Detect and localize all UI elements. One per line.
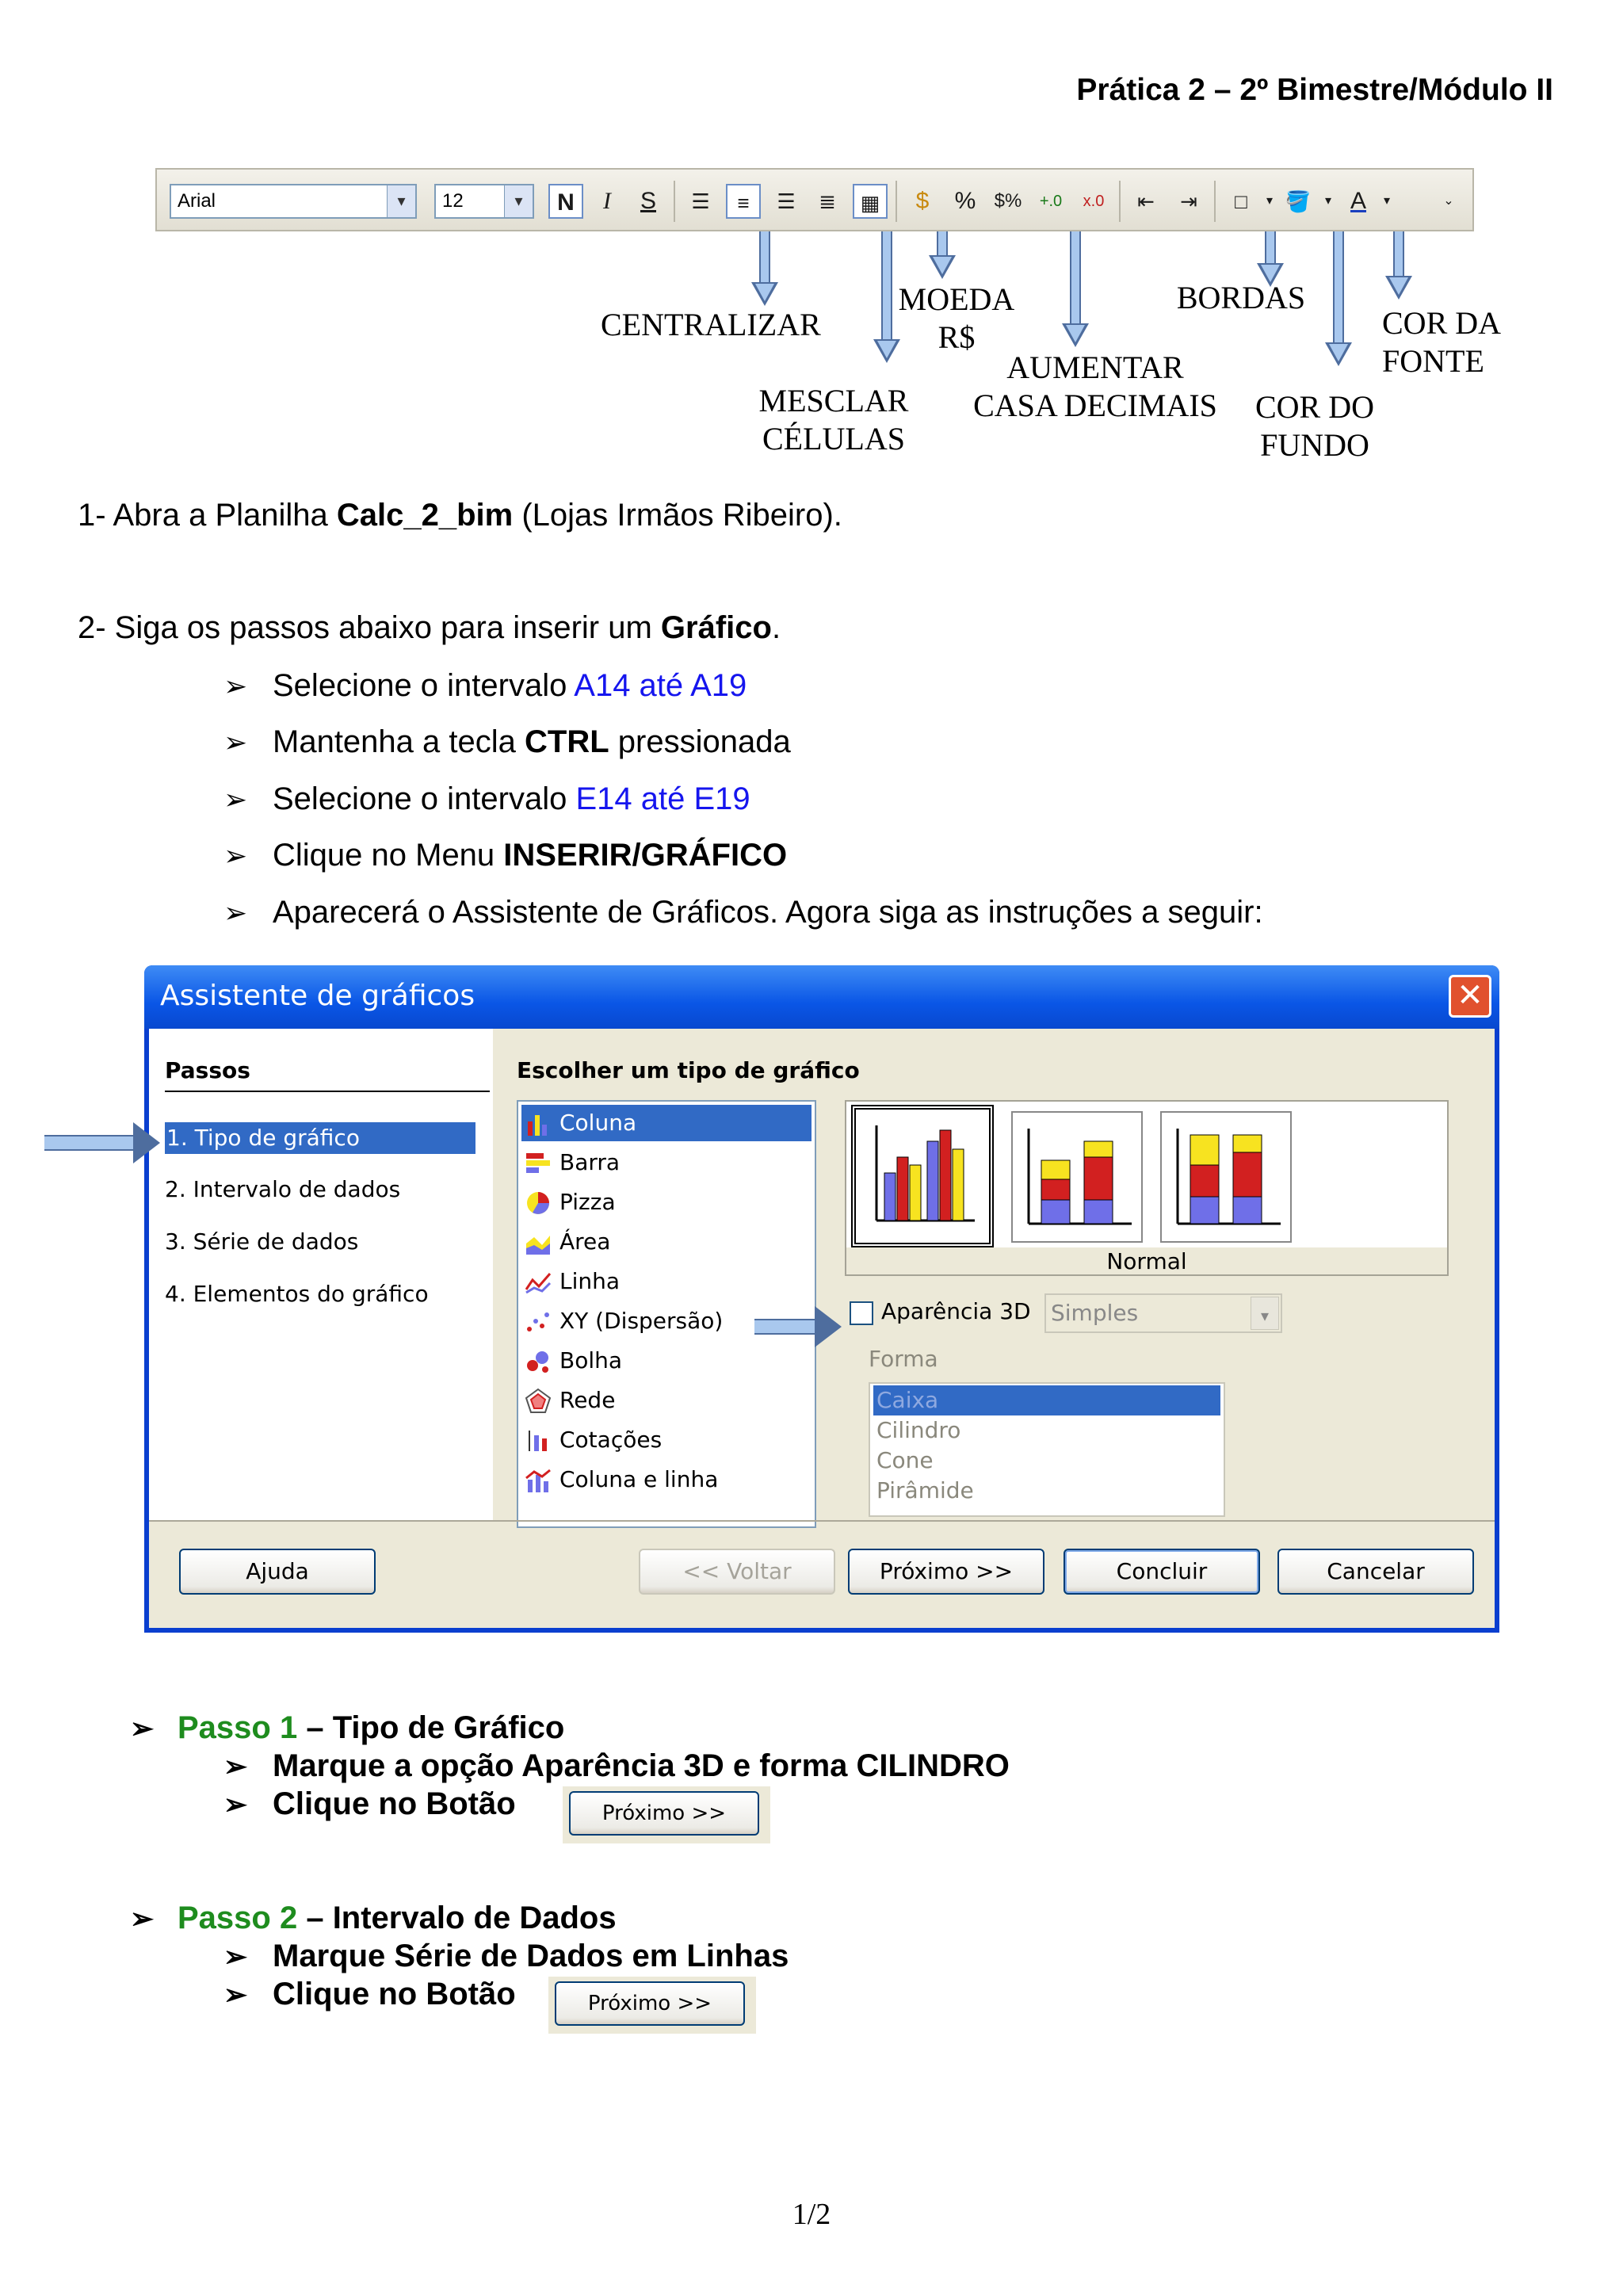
chevron-down-icon: ▾: [387, 185, 415, 217]
bullet-arrow-icon: ➢: [223, 896, 248, 929]
step2-bold: Gráfico: [660, 610, 772, 645]
passo2-heading: [130, 1901, 617, 1936]
remove-decimal-icon[interactable]: x.0: [1083, 193, 1105, 210]
bullet-item: [223, 668, 747, 704]
label-aumentar-1: AUMENTAR: [1006, 350, 1184, 385]
scatter-chart-icon: [525, 1308, 552, 1335]
chart-type-area[interactable]: [521, 1224, 812, 1260]
column-chart-icon: [525, 1110, 552, 1137]
bold-icon[interactable]: N: [548, 184, 583, 219]
variant-percent-stacked[interactable]: [1160, 1111, 1292, 1243]
chart-type-stock[interactable]: [521, 1422, 812, 1458]
bullet-arrow-icon: ➢: [130, 1902, 155, 1935]
line-chart-icon: [525, 1269, 552, 1296]
cancel-button[interactable]: Cancelar: [1277, 1549, 1474, 1595]
step-data-series[interactable]: 3. Série de dados: [165, 1228, 359, 1255]
align-left-icon[interactable]: ☰: [691, 189, 710, 213]
font-size-value: 12: [442, 190, 464, 212]
shape-option-pyramid[interactable]: Pirâmide: [876, 1477, 974, 1503]
passo2-line2-text: Clique no Botão: [273, 1977, 516, 2011]
shape-label: Forma: [869, 1346, 938, 1372]
chart-type-bubble[interactable]: [521, 1343, 812, 1379]
next-button[interactable]: Próximo >>: [569, 1791, 759, 1836]
chevron-down-icon: ▾: [1251, 1297, 1279, 1330]
pie-chart-icon: [525, 1190, 552, 1217]
passo2-button-image: [548, 1977, 756, 2034]
variant-normal[interactable]: [851, 1105, 994, 1247]
passo2-label: Passo 2: [178, 1901, 298, 1935]
passo1-line1: [223, 1748, 1010, 1784]
passo1-line1-text: Marque a opção Aparência 3D e forma CILINDRO: [273, 1748, 1010, 1783]
chart-wizard-dialog: [144, 965, 1499, 1633]
instruction-step-1: [78, 498, 842, 533]
chart-type-label: Linha: [559, 1268, 621, 1294]
bubble-chart-icon: [525, 1348, 552, 1375]
bullet-range: E14 até E19: [575, 781, 750, 816]
underline-icon[interactable]: S: [640, 188, 656, 214]
appearance-3d-label: Aparência 3D: [881, 1298, 1031, 1324]
label-mesclar-1: MESCLAR: [758, 383, 909, 418]
background-color-icon[interactable]: 🪣: [1285, 189, 1312, 213]
bullet-bold: INSERIR/GRÁFICO: [503, 838, 788, 873]
label-aumentar-2: CASA DECIMAIS: [973, 388, 1217, 423]
bullet-range: A14 até A19: [574, 668, 747, 703]
passo2-title: – Intervalo de Dados: [297, 1901, 617, 1935]
font-size-combo[interactable]: [434, 184, 534, 219]
shape-option-box[interactable]: Caixa: [873, 1385, 1220, 1415]
chart-type-label: Rede: [559, 1387, 616, 1413]
bullet-item: [223, 838, 787, 873]
bullet-arrow-icon: ➢: [223, 670, 248, 702]
chart-type-label: Barra: [559, 1149, 621, 1175]
column-line-chart-icon: [525, 1467, 552, 1494]
label-cor-fundo-1: COR DO: [1254, 389, 1375, 425]
bullet-arrow-icon: ➢: [223, 1750, 248, 1782]
passo2-line2: [223, 1977, 516, 2012]
shape-list[interactable]: [869, 1382, 1225, 1517]
bullet-arrow-icon: ➢: [223, 1788, 248, 1820]
label-centralizar: CENTRALIZAR: [601, 307, 821, 342]
passo1-heading: [130, 1710, 564, 1746]
bullet-text: Clique no Menu: [273, 838, 504, 873]
step2-suffix: .: [771, 610, 781, 645]
percent-stacked-column-thumbnail: [1162, 1113, 1290, 1241]
label-cor-fonte-1: COR DA: [1382, 305, 1502, 341]
bullet-text: Selecione o intervalo: [273, 668, 575, 703]
dialog-title-bar[interactable]: [144, 965, 1499, 1029]
step1-filename: Calc_2_bim: [336, 498, 514, 533]
chart-type-column-line[interactable]: [521, 1461, 812, 1498]
bullet-text: pressionada: [609, 724, 791, 759]
chart-type-label: Cotações: [559, 1427, 663, 1453]
bullet-arrow-icon: ➢: [130, 1712, 155, 1744]
shape-option-cylinder[interactable]: Cilindro: [876, 1417, 961, 1443]
chevron-down-icon[interactable]: ▾: [1266, 194, 1274, 208]
steps-heading: Passos: [165, 1057, 250, 1083]
passo1-line2: [223, 1786, 516, 1822]
arrow-right-icon: [44, 1127, 160, 1159]
font-name-value: Arial: [178, 190, 216, 212]
back-button[interactable]: << Voltar: [639, 1549, 835, 1595]
chart-type-bar[interactable]: [521, 1144, 812, 1181]
chart-type-label: Bolha: [559, 1347, 623, 1373]
italic-icon[interactable]: I: [603, 188, 611, 214]
label-mesclar-2: CÉLULAS: [762, 421, 905, 457]
step-data-range[interactable]: 2. Intervalo de dados: [165, 1176, 401, 1202]
add-decimal-icon[interactable]: +.0: [1039, 193, 1063, 210]
passo2-line1-text: Marque Série de Dados em Linhas: [273, 1939, 789, 1973]
step1-prefix: 1- Abra a Planilha: [78, 498, 337, 533]
step1-suffix: (Lojas Irmãos Ribeiro).: [513, 498, 842, 533]
passo1-line2-text: Clique no Botão: [273, 1786, 516, 1821]
chart-type-label: Área: [559, 1228, 611, 1255]
passo2-line1: [223, 1939, 789, 1974]
font-color-icon[interactable]: A: [1350, 188, 1366, 214]
help-button[interactable]: Ajuda: [179, 1549, 376, 1595]
chart-type-label: Coluna: [559, 1110, 637, 1136]
close-icon[interactable]: ✕: [1449, 975, 1491, 1018]
bullet-arrow-icon: ➢: [223, 783, 248, 816]
bullet-item: [223, 724, 791, 760]
font-name-combo[interactable]: [170, 184, 417, 219]
step-chart-type[interactable]: 1. Tipo de gráfico: [165, 1122, 475, 1154]
page-header-title: Prática 2 – 2º Bimestre/Módulo II: [1076, 73, 1553, 107]
normal-column-thumbnail: [856, 1110, 989, 1243]
chart-type-label: XY (Dispersão): [559, 1308, 724, 1334]
chart-type-heading: Escolher um tipo de gráfico: [517, 1057, 860, 1083]
chart-type-label: Pizza: [559, 1189, 616, 1215]
variant-label: Normal: [845, 1247, 1449, 1276]
bullet-arrow-icon: ➢: [223, 726, 248, 758]
percent-icon[interactable]: %: [954, 188, 976, 214]
arrow-right-icon: [754, 1311, 842, 1343]
formatting-toolbar: [155, 168, 1474, 231]
increase-indent-icon[interactable]: ⇥: [1180, 189, 1197, 213]
label-bordas: BORDAS: [1176, 280, 1306, 315]
borders-icon[interactable]: □: [1235, 189, 1247, 213]
align-center-icon[interactable]: ≡: [726, 184, 761, 219]
bullet-bold: CTRL: [525, 724, 609, 759]
bullet-item: [223, 895, 1263, 930]
bullet-arrow-icon: ➢: [223, 1978, 248, 2011]
bullet-item: [223, 781, 750, 817]
chart-type-line[interactable]: [521, 1263, 812, 1300]
toolbar-overflow-icon[interactable]: ⌄: [1443, 194, 1454, 208]
chevron-down-icon[interactable]: ▾: [1383, 194, 1391, 208]
bullet-arrow-icon: ➢: [223, 1940, 248, 1973]
chart-type-pie[interactable]: [521, 1184, 812, 1221]
next-button[interactable]: Próximo >>: [848, 1549, 1044, 1595]
net-chart-icon: [525, 1388, 552, 1415]
appearance-3d-select-value: Simples: [1051, 1300, 1139, 1326]
currency-icon[interactable]: $: [915, 188, 930, 214]
step2-prefix: 2- Siga os passos abaixo para inserir um: [78, 610, 661, 645]
chart-type-label: Coluna e linha: [559, 1466, 719, 1492]
bullet-arrow-icon: ➢: [223, 839, 248, 872]
label-moeda-1: MOEDA: [898, 281, 1015, 317]
dialog-title: Assistente de gráficos: [160, 980, 475, 1012]
chart-type-net[interactable]: [521, 1382, 812, 1419]
stock-chart-icon: [525, 1427, 552, 1454]
chart-type-column[interactable]: [521, 1105, 812, 1141]
next-button[interactable]: Próximo >>: [555, 1981, 745, 2026]
shape-option-cone[interactable]: Cone: [876, 1447, 934, 1473]
justify-icon[interactable]: ≣: [819, 189, 836, 213]
decrease-indent-icon[interactable]: ⇤: [1137, 189, 1155, 213]
chevron-down-icon[interactable]: ▾: [1324, 194, 1332, 208]
page-number: 1/2: [792, 2198, 831, 2231]
bullet-text: Mantenha a tecla: [273, 724, 525, 759]
steps-panel: [149, 1029, 493, 1520]
passo1-title: – Tipo de Gráfico: [297, 1710, 565, 1745]
passo1-label: Passo 1: [178, 1710, 298, 1745]
variant-stacked[interactable]: [1011, 1111, 1143, 1243]
instruction-step-2: [78, 610, 781, 646]
number-format-icon[interactable]: $%: [994, 190, 1022, 212]
area-chart-icon: [525, 1229, 552, 1256]
bullet-text: Selecione o intervalo: [273, 781, 576, 816]
appearance-3d-select[interactable]: [1044, 1293, 1282, 1333]
step-chart-elements[interactable]: 4. Elementos do gráfico: [165, 1281, 429, 1307]
stacked-column-thumbnail: [1013, 1113, 1141, 1241]
align-right-icon[interactable]: ☰: [777, 189, 796, 213]
finish-button[interactable]: Concluir: [1064, 1549, 1260, 1595]
passo1-button-image: [563, 1786, 770, 1843]
appearance-3d-checkbox[interactable]: [850, 1301, 873, 1325]
label-moeda-2: R$: [938, 319, 976, 355]
bullet-text: Aparecerá o Assistente de Gráficos. Agora siga as instruções a seguir:: [273, 895, 1263, 930]
bar-chart-icon: [525, 1150, 552, 1177]
label-cor-fonte-2: FONTE: [1382, 343, 1484, 379]
label-cor-fundo-2: FUNDO: [1260, 427, 1369, 463]
chevron-down-icon: ▾: [504, 185, 533, 217]
merge-cells-icon[interactable]: ▦: [853, 184, 888, 219]
